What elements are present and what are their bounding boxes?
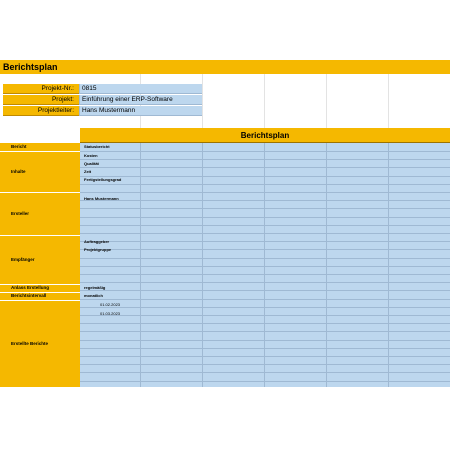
info-label-project: Projekt: xyxy=(3,95,79,105)
info-label-project-lead: Projektleiter: xyxy=(3,106,79,116)
table-header: Berichtsplan xyxy=(80,128,450,143)
grid-row-line xyxy=(80,364,450,365)
info-value-project[interactable]: Einführung einer ERP-Software xyxy=(79,95,202,105)
cell-intervall[interactable]: monatlich xyxy=(84,293,103,298)
grid-row-line xyxy=(80,307,450,308)
grid-column-line xyxy=(140,143,141,387)
row-label-anlass: Anlass Erstellung xyxy=(11,285,50,290)
cell-inhalt[interactable]: Qualität xyxy=(84,161,99,166)
grid-row-line xyxy=(80,167,450,168)
grid-row-line xyxy=(80,151,450,152)
grid-row-line xyxy=(80,217,450,218)
sheet-gridline xyxy=(388,74,389,128)
grid-row-line xyxy=(80,225,450,226)
cell-report-date[interactable]: 01.03.2023 xyxy=(100,311,121,316)
grid-row-line xyxy=(80,208,450,209)
info-value-project-lead[interactable]: Hans Mustermann xyxy=(79,106,202,116)
grid-row-line xyxy=(80,290,450,291)
grid-row-line xyxy=(80,249,450,250)
grid-row-line xyxy=(80,348,450,349)
grid-row-line xyxy=(80,372,450,373)
cell-anlass[interactable]: regelmäßig xyxy=(84,285,106,290)
row-label-inhalte: Inhalte xyxy=(11,169,26,174)
grid-row-line xyxy=(80,323,450,324)
grid-row-line xyxy=(80,200,450,201)
cell-ersteller[interactable]: Hans Mustermann xyxy=(84,196,119,201)
grid-row-line xyxy=(80,184,450,185)
grid-row-line xyxy=(80,159,450,160)
title-bar xyxy=(0,60,450,74)
grid-row-line xyxy=(80,241,450,242)
grid-column-line xyxy=(388,143,389,387)
grid-row-line xyxy=(80,274,450,275)
cell-inhalt[interactable]: Kosten xyxy=(84,153,98,158)
row-label-empfaenger: Empfänger xyxy=(11,257,35,262)
row-label-bericht: Bericht xyxy=(11,144,27,149)
grid-row-line xyxy=(80,176,450,177)
row-label-intervall: Berichtsintervall xyxy=(11,293,47,298)
page-title: Berichtsplan xyxy=(3,62,58,72)
grid-column-line xyxy=(264,143,265,387)
grid-row-line xyxy=(80,340,450,341)
grid-column-line xyxy=(202,143,203,387)
grid-row-line xyxy=(80,299,450,300)
grid-row-line xyxy=(80,192,450,193)
row-label-erstellte-berichte: Erstellte Berichte xyxy=(11,341,49,346)
grid-row-line xyxy=(80,381,450,382)
report-grid[interactable] xyxy=(80,143,450,387)
sheet-gridline xyxy=(202,74,203,128)
info-value-project-number[interactable]: 0815 xyxy=(79,84,202,94)
cell-empfaenger[interactable]: Auftraggeber xyxy=(84,239,110,244)
grid-row-line xyxy=(80,258,450,259)
cell-report-date[interactable]: 01.02.2023 xyxy=(100,302,121,307)
grid-row-line xyxy=(80,282,450,283)
grid-row-line xyxy=(80,331,450,332)
sheet-gridline xyxy=(264,74,265,128)
row-label-ersteller: Ersteller xyxy=(11,211,30,216)
grid-column-line xyxy=(326,143,327,387)
cell-bericht[interactable]: Statusbericht xyxy=(84,144,110,149)
cell-empfaenger[interactable]: Projektgruppe xyxy=(84,247,112,252)
cell-inhalt[interactable]: Fertigstellungsgrad xyxy=(84,177,122,182)
grid-row-line xyxy=(80,266,450,267)
grid-row-line xyxy=(80,356,450,357)
sheet-gridline xyxy=(326,74,327,128)
grid-row-line xyxy=(80,315,450,316)
info-label-project-number: Projekt-Nr.: xyxy=(3,84,79,94)
cell-inhalt[interactable]: Zeit xyxy=(84,169,92,174)
grid-row-line xyxy=(80,233,450,234)
